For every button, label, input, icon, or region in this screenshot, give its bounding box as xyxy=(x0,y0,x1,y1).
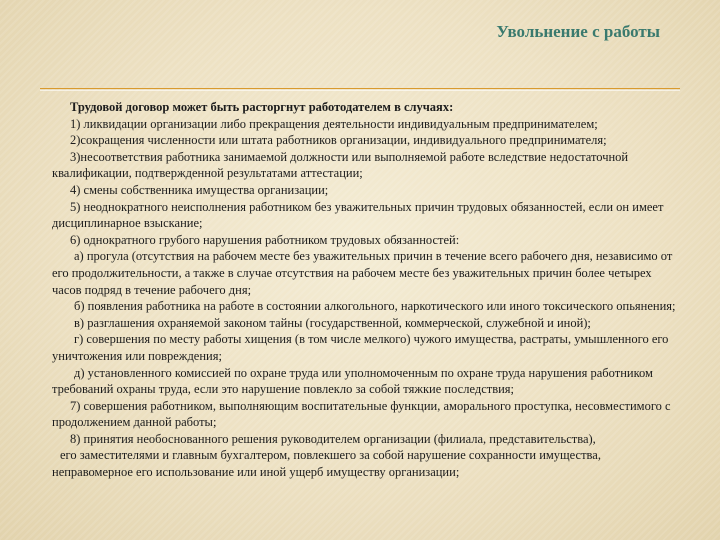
list-item: 7) совершения работником, выполняющим воспитательные функции, аморального проступка, несовместимого с продолжением данной работы; xyxy=(52,398,671,430)
slide-body xyxy=(52,99,684,481)
title-divider xyxy=(40,88,680,89)
sub-item: г) совершения по месту работы хищения (в том числе мелкого) чужого имущества, растраты, умышленного его уничтожения или повреждения; xyxy=(52,332,669,363)
list-item: 3)несоответствия работника занимаемой должности или выполняемой работе вследствие недостаточной квалификации, подтвержденной результатами аттестации; xyxy=(52,149,629,181)
sub-item: б) появления работника на работе в состоянии алкогольного, наркотического или иного токсического опьянения; xyxy=(74,299,676,314)
sub-item: д) установленного комиссией по охране труда или уполномоченным по охране труда нарушения работником требований охраны труда, если это нарушение повлекло за собой тяжкие последствия; xyxy=(52,365,653,397)
list-item: 4) смены собственника имущества организации; xyxy=(70,182,329,197)
list-item: 1) ликвидации организации либо прекращения деятельности индивидуальным предпринимателем; xyxy=(70,116,598,131)
list-item: 2)сокращения численности или штата работников организации, индивидуального предпринимателя; xyxy=(70,133,607,148)
title-divider-highlight xyxy=(40,90,680,91)
list-item-continuation: его заместителями и главным бухгалтером, повлекшего за собой нарушение сохранности имущества, неправомерное его использование или иной ущерб имуществу организации; xyxy=(52,448,601,480)
list-item: 6) однократного грубого нарушения работником трудовых обязанностей: xyxy=(70,232,460,247)
sub-item: а) прогула (отсутствия на рабочем месте без уважительных причин в течение всего рабочего дня, независимо от его продолжительности, а также в случае отсутствия на рабочем месте без уважительных причин более четырех часов подряд в течение рабочего дня; xyxy=(52,249,673,297)
list-item: 5) неоднократного неисполнения работником без уважительных причин трудовых обязанностей, если он имеет дисциплинарное взыскание; xyxy=(52,199,664,231)
slide-title: Увольнение с работы xyxy=(496,22,660,41)
list-item: 8) принятия необоснованного решения руководителем организации (филиала, представительства), xyxy=(70,431,596,446)
body-heading: Трудовой договор может быть расторгнут работодателем в случаях: xyxy=(70,100,454,114)
sub-item: в) разглашения охраняемой законом тайны (государственной, коммерческой, служебной и иной); xyxy=(74,315,591,330)
